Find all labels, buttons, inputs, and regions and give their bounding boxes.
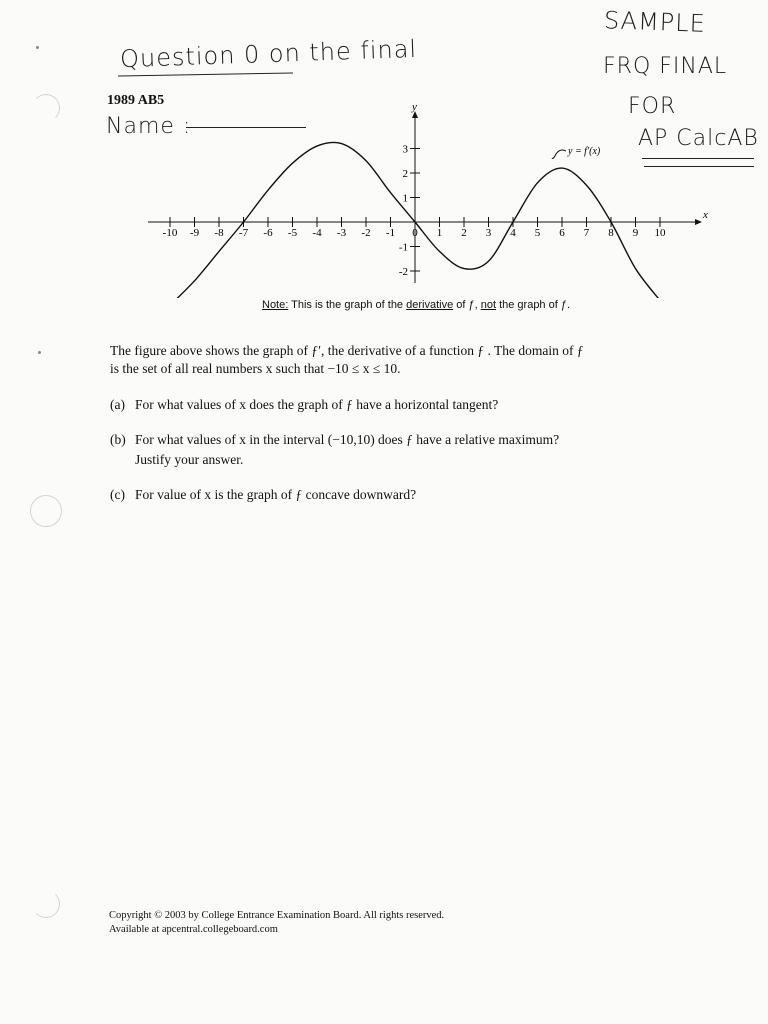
question-b-text-2: Justify your answer.	[135, 452, 244, 467]
note-not: not	[480, 299, 497, 311]
exam-code: 1989 AB5	[107, 93, 165, 108]
punch-hole-top	[32, 94, 60, 122]
x-tick-label: -7	[238, 227, 249, 239]
x-tick-label: 1	[436, 227, 443, 239]
derivative-graph	[140, 98, 710, 298]
punch-hole-middle	[30, 495, 62, 527]
x-tick-label: -8	[214, 227, 224, 239]
handwritten-sample-line-1: SAMPLE	[603, 6, 707, 38]
y-axis-label: y	[412, 101, 417, 113]
x-tick-label: -9	[189, 227, 200, 239]
x-tick-label: 9	[632, 227, 639, 239]
y-tick-label: 3	[402, 143, 408, 156]
x-tick-label: -5	[287, 227, 298, 239]
y-tick-label: 1	[402, 192, 408, 205]
handwritten-sample-line-2: FRQ FINAL	[603, 54, 728, 79]
x-tick-label: -6	[263, 227, 273, 239]
note-text-2: of ƒ,	[453, 299, 481, 311]
note-prefix: Note:	[262, 299, 289, 311]
note-derivative: derivative	[406, 299, 454, 311]
problem-intro	[110, 342, 670, 378]
question-a-label: (a)	[110, 397, 125, 412]
x-axis-label: x	[703, 209, 708, 221]
handwritten-sample-line-3: FOR	[628, 94, 677, 119]
x-tick-label: 0	[412, 227, 418, 239]
copyright-source: Available at apcentral.collegeboard.com	[109, 924, 278, 935]
scan-dot	[38, 351, 41, 354]
copyright-line-1: Copyright © 2003 by College Entrance Examination Board. All rights reserved.	[109, 910, 445, 921]
x-axis-arrow	[695, 219, 702, 225]
punch-hole-bottom	[32, 890, 60, 918]
curve-label: y = f′(x)	[568, 146, 601, 157]
question-a-text: For what values of x does the graph of ƒ have a horizontal tangent?	[135, 397, 499, 412]
note-text-1: This is the graph of the	[288, 299, 407, 311]
y-tick-label: -2	[398, 266, 408, 278]
intro-line-2: is the set of all real numbers x such that −10 ≤ x ≤ 10.	[110, 361, 401, 376]
x-tick-label: 2	[461, 227, 467, 239]
x-tick-label: -4	[312, 227, 322, 239]
y-tick-label: -1	[398, 241, 408, 254]
x-tick-label: -1	[385, 227, 396, 239]
question-a	[110, 395, 670, 415]
title-underline	[118, 72, 293, 76]
x-tick-label: 6	[559, 227, 565, 239]
x-tick-label: 10	[654, 227, 666, 239]
x-tick-label: 8	[608, 227, 614, 239]
x-tick-label: -3	[336, 227, 347, 239]
question-b-label: (b)	[110, 432, 126, 447]
intro-line-1: The figure above shows the graph of ƒ′, the derivative of a function ƒ . The domain of ƒ	[110, 343, 584, 358]
x-tick-label: -2	[361, 227, 371, 239]
copyright	[109, 909, 444, 937]
y-ticks	[399, 144, 420, 279]
curve-label-arrow	[552, 150, 566, 159]
scan-dot	[36, 46, 39, 49]
x-tick-label: 3	[485, 227, 492, 239]
question-b-text: For what values of x in the interval (−10,10) does ƒ have a relative maximum?	[135, 432, 560, 447]
graph-axes	[148, 111, 702, 283]
name-label: Name :	[106, 114, 192, 139]
question-b	[110, 430, 670, 470]
note-text-3: the graph of ƒ.	[496, 299, 571, 311]
x-tick-label: -10	[162, 227, 178, 239]
question-c	[110, 485, 670, 505]
handwritten-question-title: Question 0 on the final	[119, 34, 418, 74]
x-tick-label: 7	[583, 227, 590, 239]
x-tick-label: 4	[510, 227, 516, 239]
x-tick-label: 5	[534, 227, 541, 239]
handwritten-sample-line-4: AP CalcAB	[638, 126, 759, 151]
question-c-label: (c)	[110, 487, 125, 502]
graph-note	[262, 299, 570, 311]
question-c-text: For value of x is the graph of ƒ concave downward?	[135, 487, 417, 502]
y-tick-label: 2	[402, 168, 408, 180]
